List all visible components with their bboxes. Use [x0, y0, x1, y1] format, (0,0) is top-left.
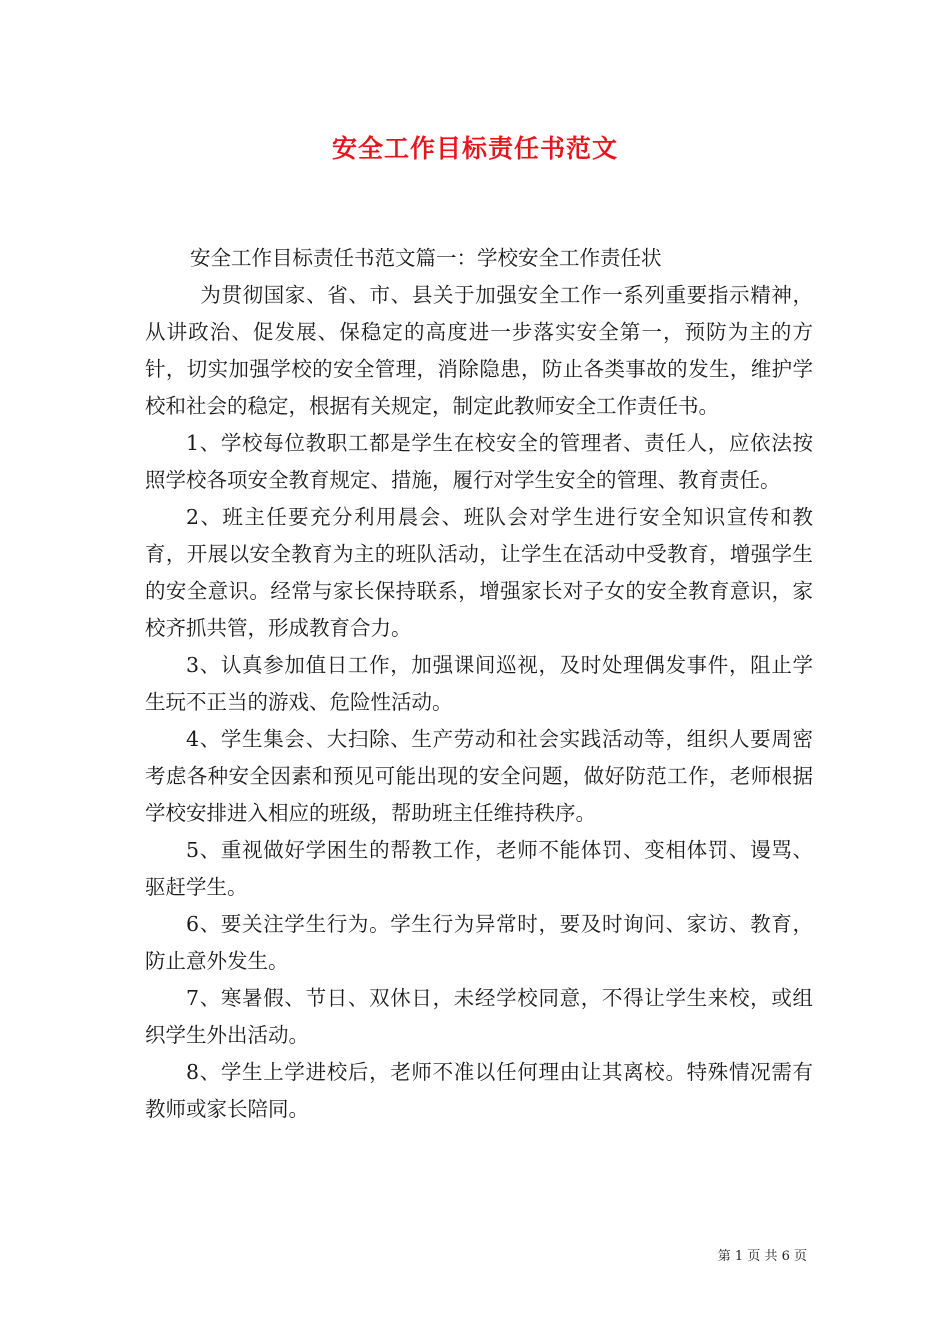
paragraph-item-4: 4、学生集会、大扫除、生产劳动和社会实践活动等，组织人要周密考虑各种安全因素和预见可能出现的安全问题，做好防范工作，老师根据学校安排进入相应的班级，帮助班主任维持秩序。 — [145, 727, 813, 825]
paragraph-item-3: 3、认真参加值日工作，加强课间巡视，及时处理偶发事件，阻止学生玩不正当的游戏、危险性活动。 — [145, 653, 813, 714]
paragraph-item-6: 6、要关注学生行为。学生行为异常时，要及时询问、家访、教育，防止意外发生。 — [145, 912, 813, 973]
paragraph-item-8: 8、学生上学进校后，老师不准以任何理由让其离校。特殊情况需有教师或家长陪同。 — [145, 1060, 813, 1121]
document-title: 安全工作目标责任书范文 — [331, 134, 618, 163]
section-heading: 安全工作目标责任书范文篇一：学校安全工作责任状 — [190, 246, 662, 270]
paragraph-item-5: 5、重视做好学困生的帮教工作，老师不能体罚、变相体罚、谩骂、驱赶学生。 — [145, 838, 813, 899]
paragraph-intro: 为贯彻国家、省、市、县关于加强安全工作一系列重要指示精神，从讲政治、促发展、保稳定的高度进一步落实安全第一，预防为主的方针，切实加强学校的安全管理，消除隐患，防止各类事故的发生，维护学校和社会的稳定，根据有关规定，制定此教师安全工作责任书。 — [145, 283, 813, 418]
page-number-footer: 第 1 页 共 6 页 — [717, 1249, 807, 1264]
paragraph-item-2: 2、班主任要充分利用晨会、班队会对学生进行安全知识宣传和教育，开展以安全教育为主的班队活动，让学生在活动中受教育，增强学生的安全意识。经常与家长保持联系，增强家长对子女的安全教育意识，家校齐抓共管，形成教育合力。 — [145, 505, 813, 640]
paragraph-item-7: 7、寒暑假、节日、双休日，未经学校同意，不得让学生来校，或组织学生外出活动。 — [145, 986, 813, 1047]
paragraph-item-1: 1、学校每位教职工都是学生在校安全的管理者、责任人，应依法按照学校各项安全教育规定、措施，履行对学生安全的管理、教育责任。 — [145, 431, 813, 492]
document-body — [145, 240, 813, 1128]
